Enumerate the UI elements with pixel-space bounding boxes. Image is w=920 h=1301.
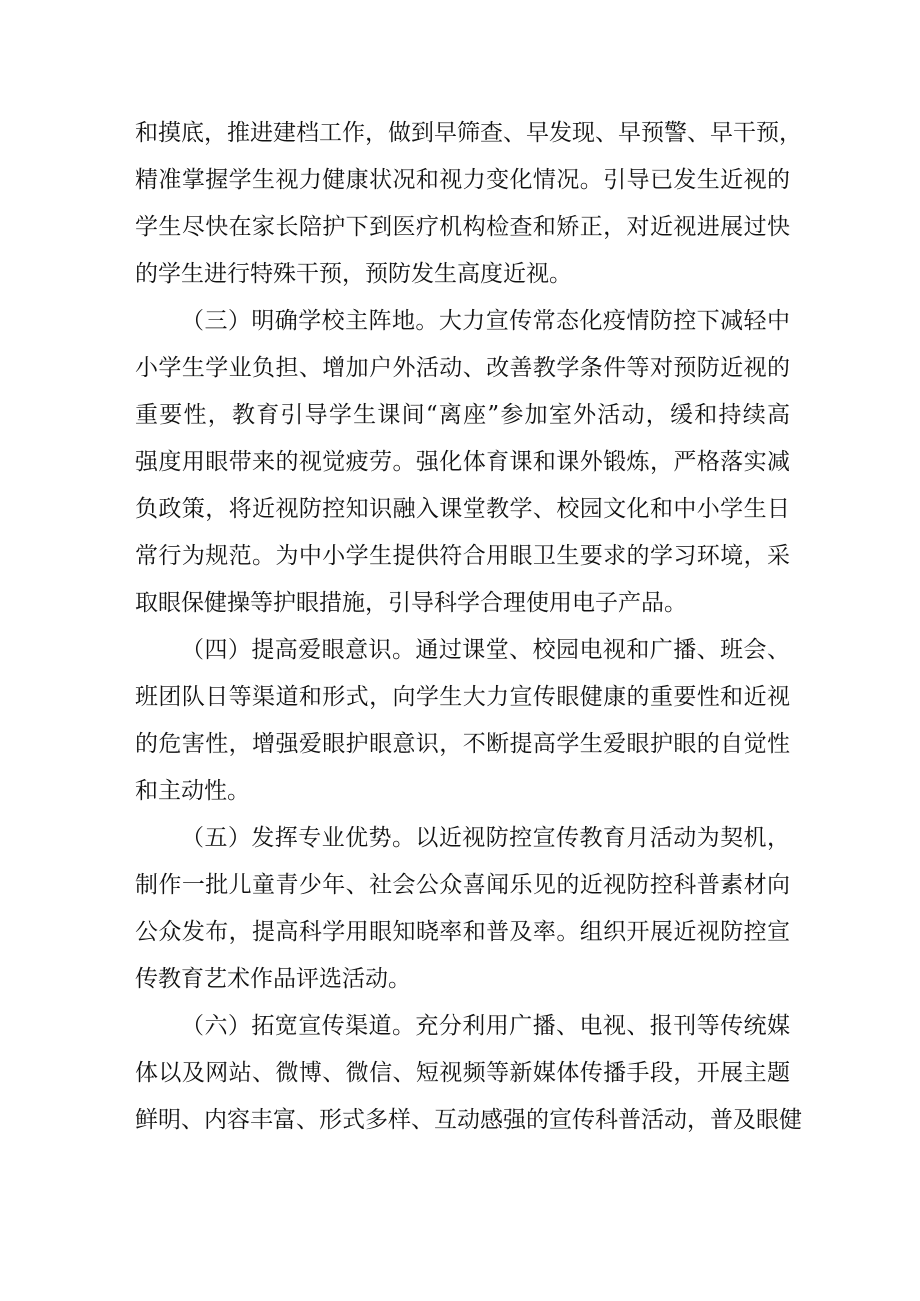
- text-line: （四）提高爱眼意识。通过课堂、校园电视和广播、班会、: [181, 637, 790, 663]
- text-line: （五）发挥专业优势。以近视防控宣传教育月活动为契机，: [181, 825, 790, 851]
- paragraph-continued: [135, 110, 802, 298]
- document-page: [135, 110, 802, 1144]
- text-line: 制作一批儿童青少年、社会公众喜闻乐见的近视防控科普素材向: [135, 872, 790, 898]
- text-line: 的危害性，增强爱眼护眼意识，不断提高学生爱眼护眼的自觉性: [135, 731, 790, 757]
- text-line: 鲜明、内容丰富、形式多样、互动感强的宣传科普活动，普及眼健: [135, 1107, 802, 1133]
- text-line: 精准掌握学生视力健康状况和视力变化情况。引导已发生近视的: [135, 167, 790, 193]
- text-line: 负政策，将近视防控知识融入课堂教学、校园文化和中小学生日: [135, 496, 790, 522]
- text-line: 的学生进行特殊干预，预防发生高度近视。: [135, 261, 572, 287]
- text-line: 和摸底，推进建档工作，做到早筛查、早发现、早预警、早干预，: [135, 120, 802, 146]
- text-line: （三）明确学校主阵地。大力宣传常态化疫情防控下减轻中: [181, 308, 790, 334]
- paragraph-channels: [135, 1003, 802, 1144]
- text-line: 和主动性。: [135, 778, 250, 804]
- text-line: 学生尽快在家长陪护下到医疗机构检查和矫正，对近视进展过快: [135, 214, 790, 240]
- text-line: 小学生学业负担、增加户外活动、改善教学条件等对预防近视的: [135, 355, 790, 381]
- text-line: 体以及网站、微博、微信、短视频等新媒体传播手段，开展主题: [135, 1060, 790, 1086]
- paragraph-eye-awareness: [135, 627, 790, 815]
- text-line: 公众发布，提高科学用眼知晓率和普及率。组织开展近视防控宣: [135, 919, 790, 945]
- paragraph-school-front: [135, 298, 790, 627]
- text-line: 常行为规范。为中小学生提供符合用眼卫生要求的学习环境，采: [135, 543, 790, 569]
- text-line: 传教育艺术作品评选活动。: [135, 966, 411, 992]
- text-line: 班团队日等渠道和形式，向学生大力宣传眼健康的重要性和近视: [135, 684, 790, 710]
- text-line: 重要性，教育引导学生课间“离座”参加室外活动，缓和持续高: [135, 402, 790, 428]
- text-line: （六）拓宽宣传渠道。充分利用广播、电视、报刊等传统媒: [181, 1013, 790, 1039]
- text-line: 强度用眼带来的视觉疲劳。强化体育课和课外锻炼，严格落实减: [135, 449, 790, 475]
- paragraph-professional-advantage: [135, 815, 790, 1003]
- text-line: 取眼保健操等护眼措施，引导科学合理使用电子产品。: [135, 590, 687, 616]
